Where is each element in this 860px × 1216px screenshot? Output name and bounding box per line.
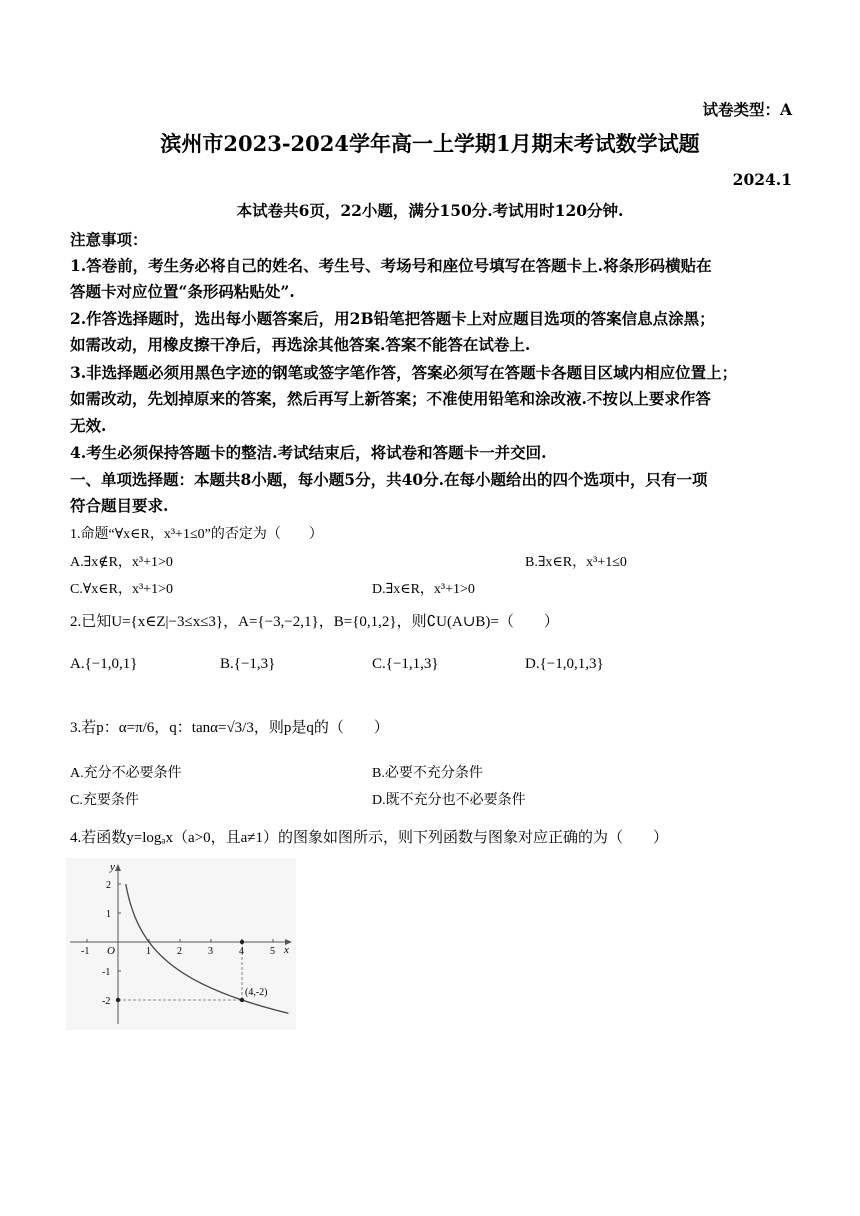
q2-option-b: B.{−1,3} <box>220 656 276 672</box>
q3-option-d: D.既不充分也不必要条件 <box>372 793 526 808</box>
x-axis-label: x <box>284 944 289 956</box>
question-1-stem: 1.命题“∀x∈R，x³+1≤0”的否定为（ ） <box>70 527 323 542</box>
y-tick-label: -2 <box>102 996 111 1007</box>
page-title: 滨州市2023-2024学年高一上学期1月期末考试数学试题 <box>160 131 700 156</box>
notes-line: 答题卡对应位置“条形码粘贴处”. <box>70 282 295 301</box>
q1-option-d: D.∃x∈R，x³+1>0 <box>372 582 475 597</box>
y-axis-label: y <box>110 861 115 873</box>
notes-line: 无效. <box>70 416 107 435</box>
section-heading: 符合题目要求. <box>70 496 169 515</box>
point-annotation: (4,-2) <box>245 987 268 998</box>
log-function-graph <box>66 858 296 1030</box>
exam-date: 2024.1 <box>732 170 792 189</box>
x-tick-label: 4 <box>239 946 244 957</box>
q1-option-c: C.∀x∈R，x³+1>0 <box>70 582 173 597</box>
notes-line: 1.答卷前，考生务必将自己的姓名、考生号、考场号和座位号填写在答题卡上.将条形码横贴在 <box>70 256 712 275</box>
q2-option-d: D.{−1,0,1,3} <box>525 656 604 672</box>
paper-type: 试卷类型：A <box>702 100 792 119</box>
x-tick-label: 5 <box>270 946 275 957</box>
section-heading: 一、单项选择题：本题共8小题，每小题5分，共40分.在每小题给出的四个选项中，只有一项 <box>70 470 708 489</box>
question-4-stem: 4.若函数y=logₐx（a>0，且a≠1）的图象如图所示，则下列函数与图象对应正确的为（ ） <box>70 830 668 846</box>
q1-option-a: A.∃x∉R，x³+1>0 <box>70 555 173 570</box>
y-tick-label: 2 <box>106 880 111 891</box>
point-0-neg2 <box>116 998 120 1002</box>
notes-line: 2.作答选择题时，选出每小题答案后，用2B铅笔把答题卡上对应题目选项的答案信息点涂黑； <box>70 309 715 328</box>
q1-option-b: B.∃x∈R，x³+1≤0 <box>525 555 627 570</box>
question-2-stem: 2.已知U={x∈Z|−3≤x≤3}，A={−3,−2,1}，B={0,1,2}，则∁U(A∪B)=（ ） <box>70 614 559 630</box>
point-4-neg2 <box>240 998 244 1002</box>
notes-line: 如需改动，用橡皮擦干净后，再选涂其他答案.答案不能答在试卷上. <box>70 335 531 354</box>
x-tick-label: 1 <box>146 946 151 957</box>
x-tick-label: 2 <box>177 946 182 957</box>
q2-option-a: A.{−1,0,1} <box>70 656 138 672</box>
q3-option-b: B.必要不充分条件 <box>372 766 483 781</box>
question-3-stem: 3.若p：α=π/6，q：tanα=√3/3，则p是q的（ ） <box>70 720 389 736</box>
q3-option-a: A.充分不必要条件 <box>70 766 182 781</box>
notes-heading: 注意事项： <box>70 230 148 249</box>
notes-line: 4.考生必须保持答题卡的整洁.考试结束后，将试卷和答题卡一并交回. <box>70 443 547 462</box>
q3-option-c: C.充要条件 <box>70 793 139 808</box>
y-tick-label: -1 <box>102 967 111 978</box>
q2-option-c: C.{−1,1,3} <box>372 656 439 672</box>
notes-line: 3.非选择题必须用黑色字迹的钢笔或签字笔作答，答案必须写在答题卡各题目区域内相应位置上； <box>70 363 738 382</box>
x-tick-label: -1 <box>81 946 90 957</box>
exam-info: 本试卷共6页，22小题，满分150分.考试用时120分钟. <box>236 201 624 220</box>
origin-label: O <box>107 945 115 957</box>
point-4-0 <box>240 940 244 944</box>
y-tick-label: 1 <box>106 909 111 920</box>
notes-line: 如需改动，先划掉原来的答案，然后再写上新答案；不准使用铅笔和涂改液.不按以上要求作答 <box>70 389 711 408</box>
x-tick-label: 3 <box>208 946 213 957</box>
